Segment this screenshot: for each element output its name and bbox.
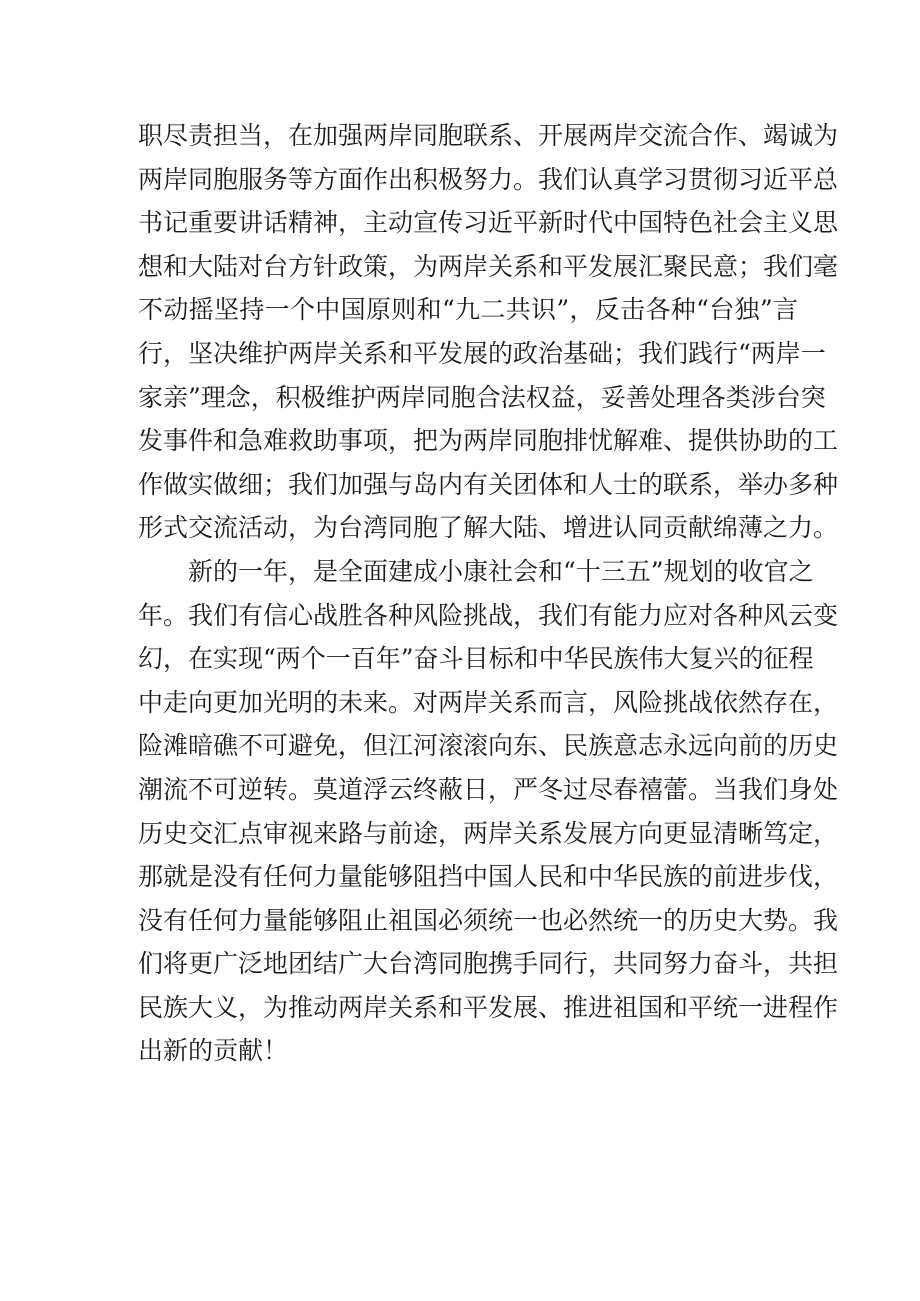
text-line: 想和大陆对台方针政策，为两岸关系和平发展汇聚民意；我们毫 [138,251,839,281]
text-line: 作做实做细；我们加强与岛内有关团体和人士的联系，举办多种 [138,469,839,499]
text-line: 那就是没有任何力量能够阻挡中国人民和中华民族的前进步伐， [138,862,839,892]
text-line: 中走向更加光明的未来。对两岸关系而言，风险挑战依然存在， [138,687,839,717]
text-line: 出新的贡献！ [138,1036,289,1066]
text-line: 年。我们有信心战胜各种风险挑战，我们有能力应对各种风云变 [138,600,839,630]
text-line: 幻，在实现“两个一百年”奋斗目标和中华民族伟大复兴的征程 [138,644,814,674]
text-line: 不动摇坚持一个中国原则和“九二共识”，反击各种“台独”言 [138,295,798,325]
text-line: 职尽责担当，在加强两岸同胞联系、开展两岸交流合作、竭诚为 [138,121,839,150]
text-line: 历史交汇点审视来路与前途，两岸关系发展方向更显清晰笃定， [138,818,839,848]
paragraph-start-line: 新的一年，是全面建成小康社会和“十三五”规划的收官之 [188,556,814,586]
text-line: 险滩暗礁不可避免，但江河滚滚向东、民族意志永远向前的历史 [138,731,839,761]
body-text [138,114,839,1073]
text-line: 书记重要讲话精神，主动宣传习近平新时代中国特色社会主义思 [138,208,839,238]
text-line: 行，坚决维护两岸关系和平发展的政治基础；我们践行“两岸一 [138,338,826,368]
text-line: 形式交流活动，为台湾同胞了解大陆、增进认同贡献绵薄之力。 [138,513,839,543]
text-line: 们将更广泛地团结广大台湾同胞携手同行，共同努力奋斗，共担 [138,949,839,979]
text-line: 两岸同胞服务等方面作出积极努力。我们认真学习贯彻习近平总 [138,164,839,194]
text-line: 发事件和急难救助事项，把为两岸同胞排忧解难、提供协助的工 [138,426,839,456]
text-line: 家亲”理念，积极维护两岸同胞合法权益，妥善处理各类涉台突 [138,382,826,412]
text-line: 潮流不可逆转。莫道浮云终蔽日，严冬过尽春禧蕾。当我们身处 [138,774,839,804]
text-line: 没有任何力量能够阻止祖国必须统一也必然统一的历史大势。我 [138,905,839,935]
text-line: 民族大义，为推动两岸关系和平发展、推进祖国和平统一进程作 [138,992,839,1022]
